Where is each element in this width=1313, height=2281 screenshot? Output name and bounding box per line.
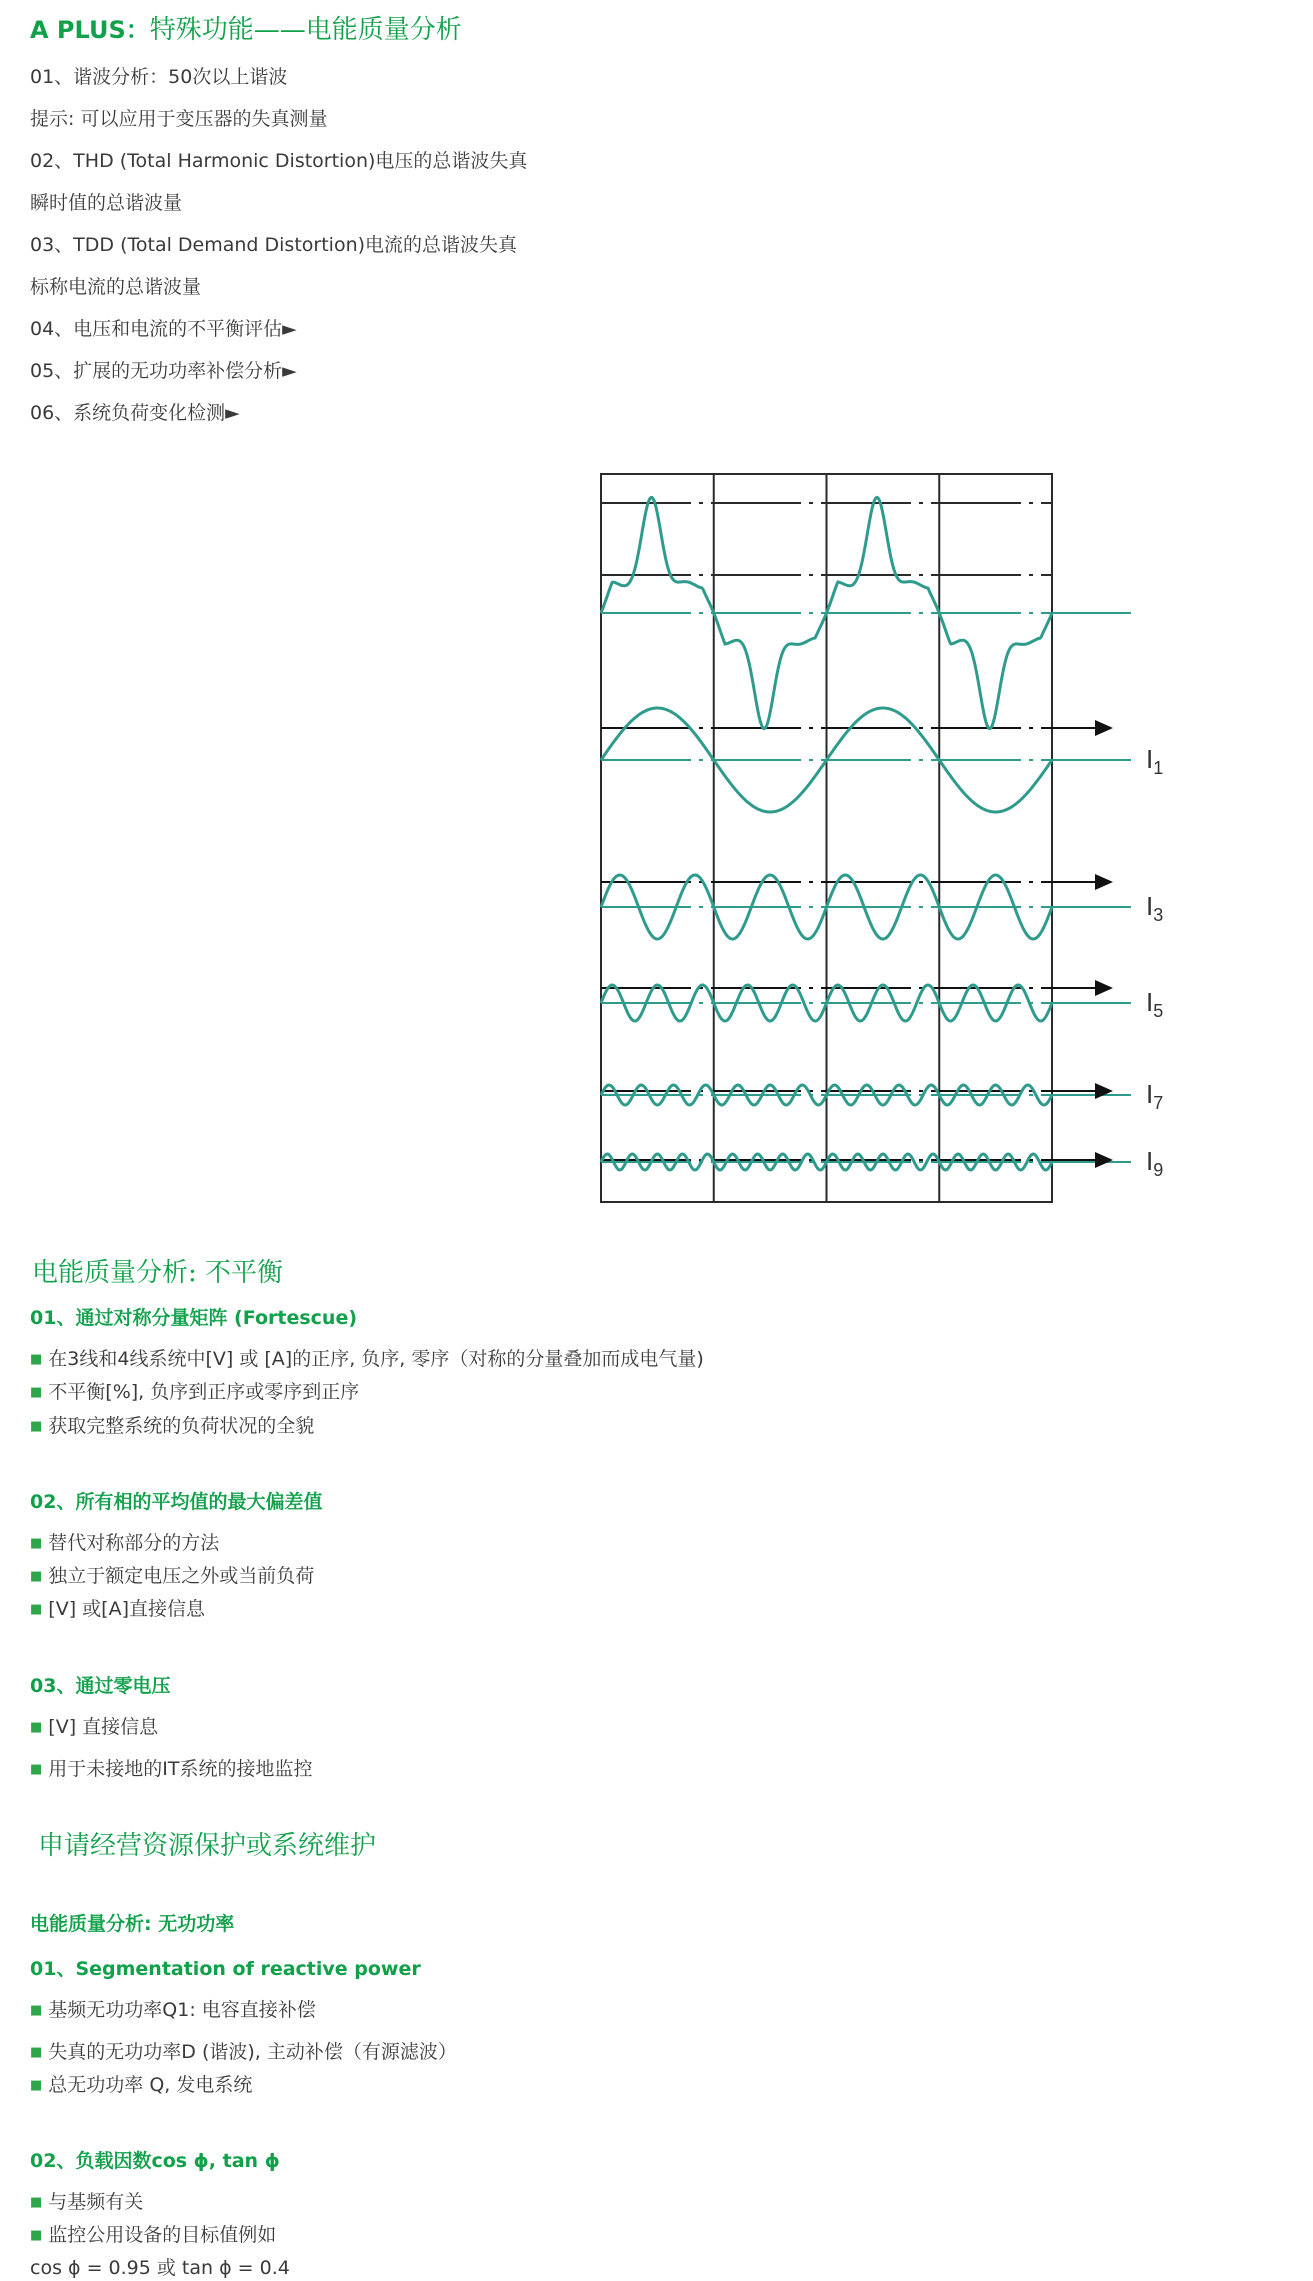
harmonic-label: $I_1$ xyxy=(1146,744,1164,778)
figure-frame xyxy=(601,474,1052,1202)
unbalance-heading: 电能质量分析: 不平衡 xyxy=(32,1258,284,1288)
arrow-icon xyxy=(1095,980,1113,996)
arrow-icon xyxy=(1095,1152,1113,1168)
reactive-bullet: ■ 与基频有关 xyxy=(30,2189,143,2218)
figure-labels xyxy=(1146,744,1163,1180)
intro-item-3: 02、THD (Total Harmonic Distortion)电压的总谐波失真 xyxy=(30,150,528,172)
unbalance-bullet: ■ 用于未接地的IT系统的接地监控 xyxy=(30,1756,313,1785)
unbalance-bullet: ■ 替代对称部分的方法 xyxy=(30,1530,219,1559)
reactive-note: cos ϕ = 0.95 或 tan ϕ = 0.4 xyxy=(30,2257,290,2279)
intro-item-4: 瞬时值的总谐波量 xyxy=(30,192,183,214)
figure-waves xyxy=(601,497,1052,1170)
unbalance-bullet: ■ [V] 直接信息 xyxy=(30,1714,158,1743)
reactive-bullet: ■ 总无功功率 Q, 发电系统 xyxy=(30,2072,252,2101)
harmonic-wave xyxy=(601,1154,1052,1170)
reactive-bullet: ■ 基频无功功率Q1: 电容直接补偿 xyxy=(30,1997,316,2026)
reactive-heading: 电能质量分析: 无功功率 xyxy=(30,1913,235,1935)
reactive-section-2-title: 02、负载因数cos ϕ, tan ϕ xyxy=(30,2150,280,2172)
title-prefix: A PLUS： xyxy=(30,16,150,44)
unbalance-section-1-title: 01、通过对称分量矩阵 (Fortescue) xyxy=(30,1307,358,1329)
unbalance-bullet: ■ 独立于额定电压之外或当前负荷 xyxy=(30,1563,314,1592)
harmonic-wave xyxy=(601,708,1052,812)
unbalance-bullet: ■ 不平衡[%], 负序到正序或零序到正序 xyxy=(30,1379,359,1408)
reactive-bullet: ■ 监控公用设备的目标值例如 xyxy=(30,2222,276,2251)
distorted-wave xyxy=(601,497,1052,728)
reactive-section-1-title: 01、Segmentation of reactive power xyxy=(30,1958,421,1980)
reactive-bullet: ■ 失真的无功功率D (谐波), 主动补偿（有源滤波） xyxy=(30,2039,457,2068)
page-title xyxy=(30,14,462,46)
apply-heading: 申请经营资源保护或系统维护 xyxy=(38,1831,377,1861)
title-text: 特殊功能——电能质量分析 xyxy=(149,15,462,45)
intro-item-6: 标称电流的总谐波量 xyxy=(30,276,202,298)
figure-grid xyxy=(601,474,1136,1202)
unbalance-bullet: ■ 获取完整系统的负荷状况的全貌 xyxy=(30,1413,314,1442)
intro-item-7: 04、电压和电流的不平衡评估► xyxy=(30,318,297,340)
intro-item-8: 05、扩展的无功功率补偿分析► xyxy=(30,360,297,382)
harmonic-wave xyxy=(601,985,1052,1021)
harmonic-wave xyxy=(601,1085,1052,1105)
unbalance-bullet: ■ 在3线和4线系统中[V] 或 [A]的正序, 负序, 零序（对称的分量叠加而成电气量) xyxy=(30,1346,704,1375)
intro-item-2: 提示: 可以应用于变压器的失真测量 xyxy=(30,108,328,130)
unbalance-section-2-title: 02、所有相的平均值的最大偏差值 xyxy=(30,1491,323,1513)
arrow-icon xyxy=(1095,720,1113,736)
intro-item-9: 06、系统负荷变化检测► xyxy=(30,402,240,424)
harmonic-wave xyxy=(601,875,1052,939)
arrow-icon xyxy=(1095,1083,1113,1099)
harmonic-label: $I_5$ xyxy=(1146,987,1164,1021)
harmonic-label: $I_3$ xyxy=(1146,891,1164,925)
intro-item-1: 01、谐波分析：50次以上谐波 xyxy=(30,66,288,88)
harmonic-label: $I_9$ xyxy=(1146,1146,1164,1180)
unbalance-section-3-title: 03、通过零电压 xyxy=(30,1675,171,1697)
arrow-icon xyxy=(1095,874,1113,890)
unbalance-bullet: ■ [V] 或[A]直接信息 xyxy=(30,1596,205,1625)
harmonic-label: $I_7$ xyxy=(1146,1079,1164,1113)
intro-item-5: 03、TDD (Total Demand Distortion)电流的总谐波失真 xyxy=(30,234,518,256)
